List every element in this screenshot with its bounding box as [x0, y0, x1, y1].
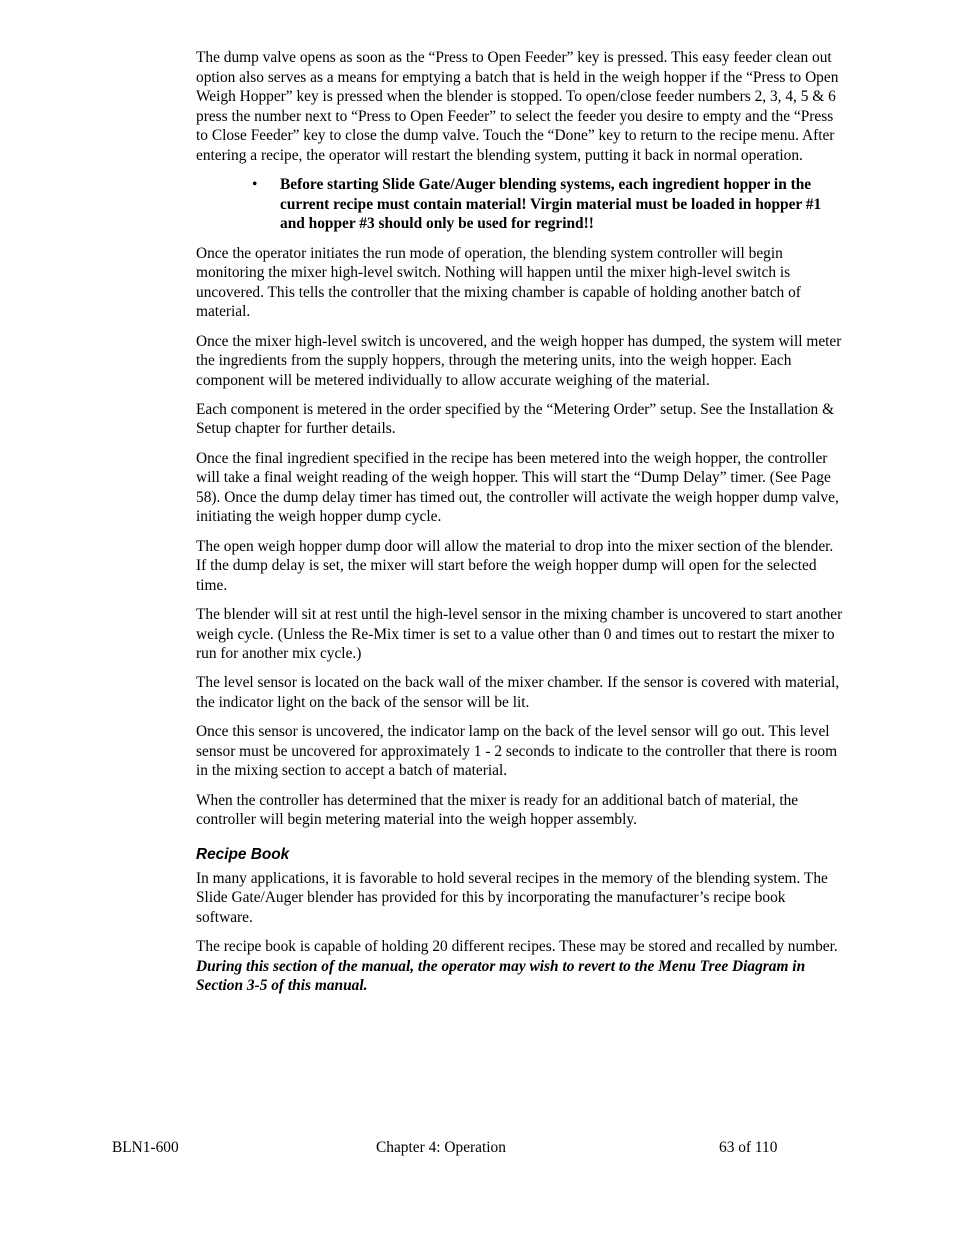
bullet-marker: • [252, 176, 258, 194]
paragraph-sensor-uncovered: Once this sensor is uncovered, the indicator lamp on the back of the level sensor will go out. This level sensor must be uncovered for approximately 1 - 2 seconds to indicate to the controller that there is room in the mixing section to accept a batch of material. [196, 723, 838, 780]
paragraph-metering-order: Each component is metered in the order specified by the “Metering Order” setup. See the Installation & Setup chapter for further details. [196, 400, 835, 438]
bullet-warning [252, 175, 844, 234]
paragraph-feeder-cleanout: The dump valve opens as soon as the “Press to Open Feeder” key is pressed. This easy feeder clean out option also serves as a means for emptying a batch that is held in the weigh hopper if the “Press to Open Weigh Hopper” key is pressed when the blender is stopped. To open/close feeder numbers 2, 3, 4, 5 & 6 press the number next to “Press to Open Feeder” to select the feeder you desire to empty and the “Press to Close Feeder” key to close the dump valve. Touch the “Done” key to return to the recipe menu. After entering a recipe, the operator will restart the blending system, putting it back in normal operation. [196, 49, 839, 164]
paragraph-rest: The blender will sit at rest until the high-level sensor in the mixing chamber is uncovered to start another weigh cycle. (Unless the Re-Mix timer is set to a value other than 0 and times out to restart the mixer to run for another mix cycle.) [196, 606, 843, 663]
paragraph-dump-door: The open weigh hopper dump door will allow the material to drop into the mixer section of the blender. If the dump delay is set, the mixer will start before the weigh hopper dump will open for the selected time. [196, 537, 834, 594]
paragraph-ready: When the controller has determined that the mixer is ready for an additional batch of material, the controller will begin metering material into the weigh hopper assembly. [196, 791, 799, 829]
paragraph-run-mode: Once the operator initiates the run mode of operation, the blending system controller will begin monitoring the mixer high-level switch. Nothing will happen until the mixer high-level switch is uncovered. This tells the controller that the mixing chamber is capable of holding another batch of material. [196, 244, 801, 321]
recipe-book-paragraph-1: In many applications, it is favorable to hold several recipes in the memory of the blending system. The Slide Gate/Auger blender has provided for this by incorporating the manufacturer’s recipe book software. [196, 869, 828, 926]
page-body [196, 48, 844, 1005]
recipe-book-paragraph-2 [196, 937, 844, 996]
recipe-book-heading: Recipe Book [196, 845, 290, 863]
paragraph-metering: Once the mixer high-level switch is uncovered, and the weigh hopper has dumped, the system will meter the ingredients from the supply hoppers, through the metering units, into the weigh hopper. Each component will be metered individually to allow accurate weighing of the material. [196, 332, 842, 389]
footer-page-number: 63 of 110 [719, 1139, 778, 1156]
footer-chapter: Chapter 4: Operation [376, 1139, 506, 1156]
paragraph-dump-delay: Once the final ingredient specified in the recipe has been metered into the weigh hopper, the controller will take a final weight reading of the weigh hopper. This will start the “Dump Delay” timer. (See Page 58). Once the dump delay timer has timed out, the controller will activate the weigh hopper dump valve, initiating the weigh hopper dump cycle. [196, 449, 839, 526]
paragraph-level-sensor: The level sensor is located on the back wall of the mixer chamber. If the sensor is covered with material, the indicator light on the back of the sensor will be lit. [196, 674, 840, 711]
recipe-book-emphasis: During this section of the manual, the operator may wish to revert to the Menu Tree Diagram in Section 3-5 of this manual. [196, 957, 806, 995]
bullet-warning-text: Before starting Slide Gate/Auger blending systems, each ingredient hopper in the current recipe must contain material! Virgin material must be loaded in hopper #1 and hopper #3 should only be used for regrind!! [280, 176, 822, 233]
recipe-book-paragraph-2-text: The recipe book is capable of holding 20 different recipes. These may be stored and recalled by number. [196, 938, 838, 956]
footer-document-id: BLN1-600 [112, 1139, 179, 1156]
